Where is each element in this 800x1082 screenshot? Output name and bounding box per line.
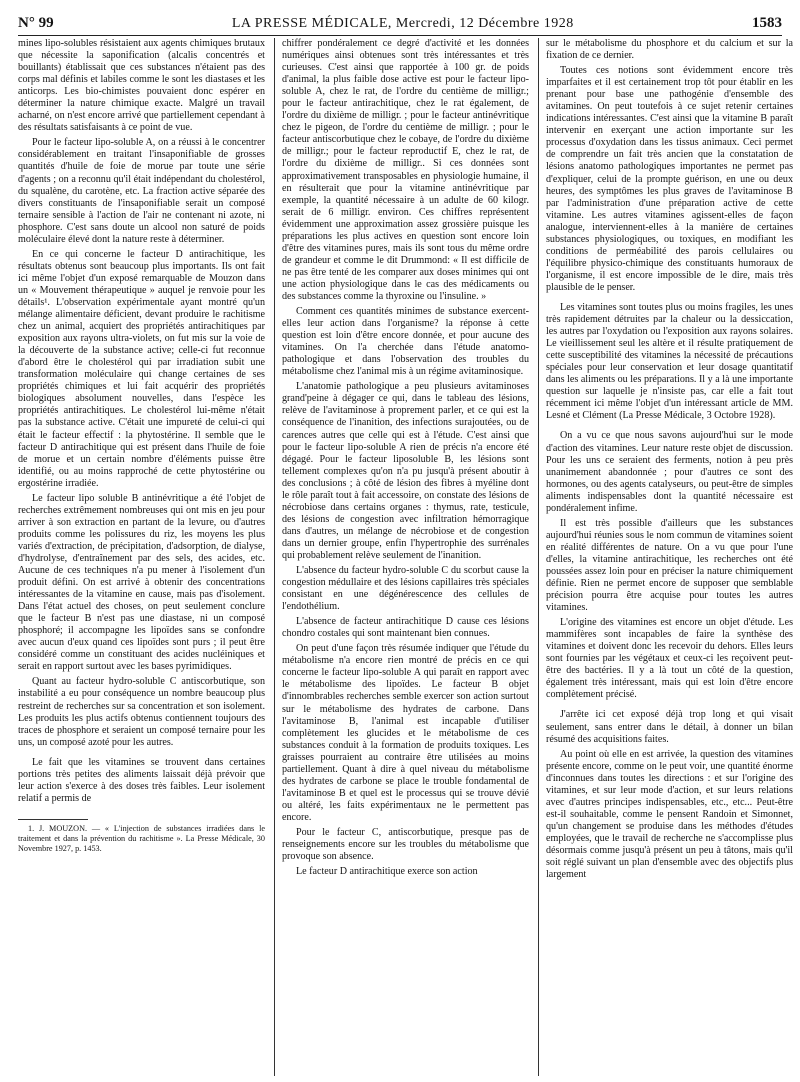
footnote-divider: [18, 819, 88, 820]
column-divider: [274, 38, 275, 1076]
footnote: 1. J. MOUZON. — « L'injection de substances irradiées dans le traitement et dans la prévention du rachitisme ». La Presse Médicale, 30 Novembre 1927, p. 1453.: [18, 823, 265, 853]
paragraph: Le facteur D antirachitique exerce son action: [296, 866, 478, 878]
paragraph: sur le métabolisme du phosphore et du calcium et sur la fixation de ce dernier.: [546, 38, 793, 62]
paragraph: On peut d'une façon très résumée indiquer que l'étude du métabolisme n'a encore rien montré de précis en ce qui concerne le facteur lipo-soluble A qui paraît en rapport avec le métabolisme des lipoïdes. Le facteur B objet d'innombrables recherches semble exercer son action surtout sur le métabolisme des hydrates de carbone. Dans l'avitaminose B, l'animal est incapable d'utiliser complètement les glucides et le métabolisme de ces substances conduit à la formation de produits toxiques. Les graisses pourraient au contraire être utilisées au moins partiellement. Quant à dire à quel niveau du métabolisme des hydrates de carbone se place le trouble fondamental de l'avitaminose B et quel est le processus qui se trouve dévié ou altéré, les faits expérimentaux ne le permettent pas encore.: [282, 643, 529, 823]
column-right: [546, 38, 793, 1076]
article-body: [18, 38, 793, 1076]
paragraph: Les vitamines sont toutes plus ou moins fragiles, les unes très rapidement détruites par la chaleur ou la dessiccation, les autres par l'oxydation ou l'exposition aux rayons solaires. Le vieillissement seul les altère et il résulte pratiquement de cette susceptibilité des vitamines la nécessité de précautions spéciales pour leur conservation et leur dosage quantitatif dans les aliments ou les préparations. Il y a là une importante question sur laquelle je n'insiste pas, car elle a fait tout récemment ici même l'objet d'un intéressant article de MM. Lesné et Clément (La Presse Médicale, 3 Octobre 1928).: [546, 301, 793, 422]
paragraph: Toutes ces notions sont évidemment encore très imparfaites et il est certainement trop tôt pour établir en les prenant pour base une pathogénie d'ensemble des avitamines. On peut toutefois à ce sujet retenir certaines indications intéressantes. C'est ainsi que la vitamine B paraît intervenir en exerçant une action importante sur les processus d'oxydation dans les tissus animaux. Ceci permet de comprendre un fait très ancien que la constatation de lésions anatomo pathologiques importantes ne permet pas d'expliquer, celui de la prompte guérison, en une ou deux heures, des symptômes les plus graves de l'avitaminose B par l'administration d'une préparation active de cette vitamine. Les autres vitamines agissent-elles de façon analogue, interviennent-elles à la manière de certaines substances physiologiques, ou toxiques, en modifiant les conditions de perméabilité des parois cellulaires ou l'équilibre physico-chimique des constituants humoraux de l'organisme, il est encore impossible de le dire, mais très plausible de le penser.: [546, 65, 793, 293]
paragraph: mines lipo-solubles résistaient aux agents chimiques brutaux que nécessite la saponification (alcalis concentrés et bouillants) établissait que ces substances n'étaient pas des corps mal définis et labiles comme le sont les diastases et les anticorps. Les bio-chimistes pouvaient donc espérer en déterminer la nature chimique exacte. Malgré un travail acharné, on n'est encore arrivé que partiellement cependant à des résultats satisfaisants à ce point de vue.: [18, 38, 265, 134]
page-number: 1583: [752, 15, 782, 31]
page-header: [18, 6, 782, 36]
paragraph: L'absence du facteur hydro-soluble C du scorbut cause la congestion médullaire et des lésions capillaires très spéciales consistant en une dégénérescence des cellules de l'endothélium.: [282, 565, 529, 613]
paragraph: Quant au facteur hydro-soluble C antiscorbutique, son instabilité a eu pour conséquence un nombre beaucoup plus restreint de recherches sur sa concentration et son isolement. Les produits les plus actifs obtenus contiennent toujours des traces de phosphore et seraient un composé ternaire pour les uns, un composé azoté pour les autres.: [18, 676, 265, 748]
paragraph: L'absence de facteur antirachitique D cause ces lésions chondro costales qui sont maintenant bien connues.: [282, 616, 529, 640]
paragraph: Il est très possible d'ailleurs que les substances aujourd'hui réunies sous le nom commun de vitamines soient en réalité différentes de nature. On a vu que pour l'une d'elles, la vitamine antirachitique, les recherches ont été poussées assez loin pour en préciser la nature chimiquement définie. Rien ne permet encore de supposer que semblable précision pourra être acquise pour toutes les autres vitamines.: [546, 517, 793, 614]
paragraph: L'anatomie pathologique a peu plusieurs avitaminoses grand'peine à dégager ce qui, dans le tableau des lésions, relève de l'avitaminose à proprement parler, et ce qui est la conséquence de l'inanition, des infections surajoutées, ou de carences autres que celle qui est à l'étude. C'est ainsi que pour le facteur lipo-soluble A rien de précis n'a encore été dégagé. Pour le facteur liposoluble B, les lésions sont tellement complexes qu'on n'a pu jusqu'à présent aboutir à des conclusions ; à côté de lésion des fibres à myéline dont le rôle paraît tout à fait accessoire, on constate des lésions de nécrobiose dans certains organes : thymus, rate, testicule, des lésions de congestion avec infiltration hémorragique dans d'autres, un mélange de nécrobiose et de congestion dans un dernier groupe, enfin l'hypertrophie des surrénales qui probablement relève seulement de l'inanition.: [282, 381, 529, 561]
paragraph: En ce qui concerne le facteur D antirachitique, les résultats obtenus sont beaucoup plus importants. Ils ont fait ici même l'objet d'un exposé remarquable de Mouzon dans un « Mouvement thérapeutique » auquel je renvoie pour les détails¹. L'observation expérimentale ayant montré qu'un mélange alimentaire déficient, devant produire le rachitisme chez un animal, acquiert des propriétés antirachitiques par exposition aux rayons ultra-violets, on fut mis sur la voie de la découverte de la substance active; celle-ci fut reconnue d'abord être le cholestérol qui par irradiation subit une transformation moléculaire qui change certaines de ses propriétés chimiques et lui fait acquérir des propriétés biologiques absolument nouvelles, dans l'espèce les propriétés antirachitiques. Le cholestérol lui-même n'était pas la substance active. C'était une impureté de celui-ci qui était le facteur effectif : la phytostérine. Il semble que le facteur D antirachitique qui est présent dans l'huile de foie de morue et un certain nombre d'éléments puisse être identifié, ou au moins rapproché de cette phytostérine ou ergostérine irradiée.: [18, 248, 265, 489]
paragraph: Pour le facteur C, antiscorbutique, presque pas de renseignements encore sur les troubles du métabolisme que provoque son absence.: [282, 827, 529, 863]
paragraph: Au point où elle en est arrivée, la question des vitamines présente encore, comme on le peut voir, une quantité énorme d'inconnues dans toutes les directions : et sur l'origine des vitamines, et sur leur mode d'action, et sur leurs relations avec d'autres principes indispensables, etc., etc... Peut-être est-il souhaitable, comme le pensent Randoin et Simonnet, qu'un changement se produise dans les méthodes d'études employées, que le travail de recherche ne s'accomplisse plus désormais comme jusqu'à présent un peu à tâtons, mais qu'il soit réglé suivant un plan d'ensemble avec des objectifs plus largement: [546, 748, 793, 881]
paragraph: Le facteur lipo soluble B antinévritique a été l'objet de recherches extrêmement nombreuses qui ont mis en jeu pour arriver à son extraction en partant de la levure, ou d'autres produits comme les polissures du riz, les moyens les plus variés d'extraction, de précipitation, d'adsorption, de dialyse, d'hydrolyse, d'entraînement par des sels, des acides, etc. Aucune de ces techniques n'a pu mener à l'isolement d'un produit défini. On est arrivé à obtenir des concentrations intéressantes de la vitamine en cause, mais pas d'isolement. Dans l'état actuel des choses, on peut seulement conclure que le facteur B n'est pas une diastase, ni un composé phosphoré; il accompagne les lipoïdes sans se confondre avec aucun d'eux quand ces lipoïdes sont purs ; il peut être considéré comme un constituant des acides nucléiniques et serait en rapport surtout avec les bases pyrimidiques.: [18, 492, 265, 673]
paragraph: chiffrer pondéralement ce degré d'activité et les données numériques ainsi obtenues sont très intéressantes et très curieuses. C'est ainsi que rapportée à 100 gr. de poids d'animal, la plus faible dose active est pour le facteur lipo-soluble A, chez le rat, de l'ordre du centième de milligr.; pour le facteur antirachitique, chez le rat également, de l'ordre du dixième de milligr. ; pour le facteur antinévritique chez le pigeon, de l'ordre du centième de milligr. ; pour le facteur antiscorbutique chez le cobaye, de l'ordre du dixième de milligr.; pour le facteur reproductif E, chez le rat, de l'ordre du dixième de milligr.. Si ces données sont approximativement transposables en physiologie humaine, il en résulterait que pour la vitamine antinévritique par exemple, la quantité nécessaire à un adulte de 60 kilogr. serait de 6 milligr. environ. Ces chiffres représentent évidemment une approximation assez grossière puisque les préparations les plus actives en question sont encore loin d'être des vitamines pures, mais ils sont tous du même ordre de grandeur et comme le dit Drummond: « Il est difficile de ne pas être tenté de les comparer aux doses minimes qui ont une action physiologique dans le cas des médicaments ou des substances comme la thyroxine ou l'insuline. »: [282, 38, 529, 302]
paragraph: On a vu ce que nous savons aujourd'hui sur le mode d'action des vitamines. Leur nature reste objet de discussion. Pour les uns ce seraient des ferments, notion à peu près unanimement abandonnée ; pour d'autres ce sont des hormones, ou des agents catalyseurs, ou peut-être de simples aliments indispensables dont la quantité nécessaire est pondéralement infime.: [546, 430, 793, 514]
column-divider: [538, 38, 539, 1076]
issue-number: N° 99: [18, 15, 54, 31]
journal-title: LA PRESSE MÉDICALE, Mercredi, 12 Décembre 1928: [231, 16, 574, 31]
column-left: [18, 38, 265, 1076]
column-middle: [282, 38, 529, 1076]
paragraph: J'arrête ici cet exposé déjà trop long et qui visait seulement, sans entrer dans le détail, à donner un bilan résumé des acquisitions faites.: [546, 709, 793, 745]
paragraph: L'origine des vitamines est encore un objet d'étude. Les mammifères sont incapables de faire la synthèse des vitamines et doivent donc les recevoir du dehors. Elles leurs sont fournies par les végétaux et ceux-ci les reçoivent peut-être des bactéries. Il y a là tout un côté de la question, également très intéressant, mais qui est loin d'être encore complètement précisé.: [546, 617, 793, 701]
paragraph: Comment ces quantités minimes de substance exercent-elles leur action dans l'organisme? la réponse à cette question est loin d'être encore donnée, et pour aucune des vitamines. On l'a cherchée dans l'étude anatomo-pathologique et dans l'observation des troubles du métabolisme chez l'animal mis à un régime avitaminosique.: [282, 306, 529, 378]
paragraph: Pour le facteur lipo-soluble A, on a réussi à le concentrer considérablement en traitant l'insaponifiable de grosses quantités d'huile de foie de morue par toute une série d'agents ; on a reconnu qu'il était indépendant du cholestérol, du squalène, du carotène, etc. La fraction active séparée des divers constituants de l'insaponifiable serait un composé ternaire sensible à l'action de l'air ne contenant ni azote, ni phosphore. C'est sans doute un alcool non saturé de poids moléculaire élevé dont la nature reste à déterminer.: [18, 137, 265, 245]
paragraph: Le fait que les vitamines se trouvent dans certaines portions très petites des aliments laissait déjà prévoir que leur action s'exerce à des doses très faibles. Leur isolement relatif a permis de: [18, 756, 265, 804]
